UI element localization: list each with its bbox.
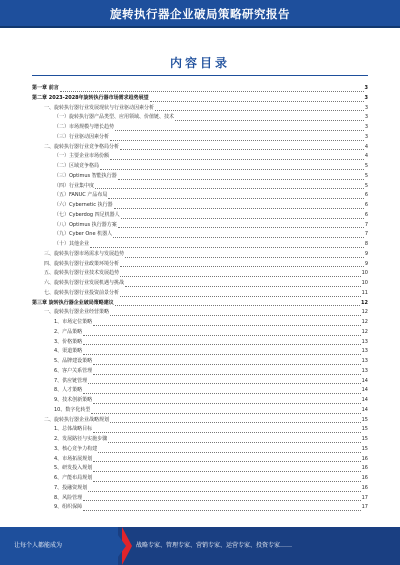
toc-entry-page: 15	[361, 426, 368, 433]
toc-entry[interactable]	[32, 230, 368, 240]
toc-entry-page: 9	[364, 260, 368, 267]
toc-entry-page: 16	[361, 455, 368, 462]
blue-chevron-icon	[112, 527, 126, 565]
toc-leader-dots	[175, 119, 364, 121]
toc-leader-dots	[93, 402, 360, 404]
toc-entry-page: 16	[361, 475, 368, 481]
toc-entry[interactable]	[32, 279, 368, 289]
toc-entry-text: 9、组织保障	[54, 504, 83, 511]
toc-entry[interactable]	[32, 396, 368, 406]
toc-entry-text: 1、总体战略目标	[54, 426, 93, 433]
toc-entry-text: 8、人才策略	[54, 387, 83, 394]
toc-entry-text: 7、投融资规划	[54, 484, 88, 491]
toc-leader-dots	[121, 217, 364, 219]
toc-leader-dots	[93, 480, 360, 482]
toc-entry-text: 第三章 旋转执行器企业破局策略建议	[32, 299, 114, 306]
toc-entry-text: 1、市场定位策略	[54, 319, 93, 325]
toc-entry-text: （一）主要企业市场份额	[54, 153, 110, 160]
toc-entry-text: （七）Cyberdog 四足机器人	[54, 211, 120, 218]
toc-entry-text: 二、旋转执行器企业战略规划	[44, 416, 110, 423]
toc-entry-text: 3、核心竞争力构建	[54, 445, 98, 452]
toc-entry-page: 5	[364, 172, 368, 179]
toc-entry[interactable]	[32, 289, 368, 299]
toc-entry-text: （六）Cybernetic 执行器	[54, 202, 113, 208]
toc-entry[interactable]	[32, 455, 368, 465]
toc-entry-page: 7	[364, 221, 368, 228]
toc-entry-text: 3、价格策略	[54, 338, 83, 345]
toc-entry-page: 10	[361, 280, 368, 286]
toc-entry-text: 9、技术创新策略	[54, 397, 93, 403]
toc-title: 内容目录	[169, 56, 230, 70]
toc-entry[interactable]	[32, 416, 368, 426]
toc-leader-dots	[93, 460, 360, 462]
toc-entry-text: （二）市场规模与增长趋势	[54, 124, 115, 130]
toc-leader-dots	[118, 226, 364, 228]
toc-entry-page: 6	[364, 211, 368, 218]
toc-entry-page: 10	[361, 270, 368, 277]
toc-leader-dots	[108, 197, 363, 199]
toc-divider	[32, 75, 368, 76]
toc-entry[interactable]	[32, 494, 368, 504]
toc-entry[interactable]	[32, 464, 368, 474]
toc-entry-page: 15	[361, 416, 368, 423]
toc-entry-page: 6	[364, 202, 368, 208]
toc-entry-page: 6	[364, 192, 368, 199]
toc-entry[interactable]	[32, 445, 368, 455]
toc-entry[interactable]	[32, 123, 368, 133]
toc-entry[interactable]	[32, 133, 368, 143]
toc-entry-text: （五）FANUC 产品布局	[54, 192, 108, 199]
footer-tags: 战略专家、管理专家、营销专家、运营专家、投资专家……	[136, 542, 293, 549]
toc-leader-dots	[108, 441, 360, 443]
toc-leader-dots	[95, 187, 364, 189]
toc-entry-page: 9	[364, 250, 368, 257]
toc-entry-text: （四）行业集中度	[54, 182, 95, 189]
toc-leader-dots	[93, 431, 360, 433]
toc-entry-text: 二、旋转执行器行业竞争格局分析	[44, 143, 120, 150]
toc-leader-dots	[100, 168, 364, 170]
toc-entry[interactable]	[32, 299, 368, 309]
toc-entry[interactable]	[32, 201, 368, 211]
toc-entry-page: 4	[364, 153, 368, 160]
toc-leader-dots	[120, 295, 361, 297]
toc-entry-text: 5、研发投入规划	[54, 465, 93, 472]
toc-entry-page: 12	[361, 328, 368, 335]
toc-entry[interactable]	[32, 484, 368, 494]
toc-entry[interactable]	[32, 269, 368, 279]
toc-entry[interactable]	[32, 377, 368, 387]
footer-slogan: 让每个人都能成为	[14, 542, 63, 549]
toc-entry[interactable]	[32, 328, 368, 338]
toc-leader-dots	[91, 412, 360, 414]
toc-leader-dots	[115, 304, 360, 306]
toc-entry-text: 10、数字化转型	[54, 406, 91, 413]
toc-entry-page: 12	[361, 299, 368, 306]
toc-entry[interactable]	[32, 338, 368, 348]
toc-entry-text: 五、旋转执行器行业技术发展趋势	[44, 270, 120, 277]
toc-entry-text: 4、市场拓展规划	[54, 455, 93, 462]
toc-entry[interactable]	[32, 152, 368, 162]
toc-leader-dots	[110, 139, 364, 141]
toc-entry[interactable]	[32, 406, 368, 416]
toc-leader-dots	[120, 148, 364, 150]
toc-entry-text: 七、旋转执行器行业投资前景分析	[44, 289, 120, 296]
toc-leader-dots	[120, 265, 364, 267]
toc-entry[interactable]	[32, 474, 368, 484]
toc-leader-dots	[60, 90, 364, 92]
toc-entry[interactable]	[32, 182, 368, 192]
toc-entry-text: （三）行业驱动因素分析	[54, 133, 110, 140]
toc-entry[interactable]	[32, 386, 368, 396]
toc-leader-dots	[98, 451, 360, 453]
toc-entry-page: 17	[361, 494, 368, 501]
toc-entry-text: 7、供应链管理	[54, 377, 88, 384]
toc-entry[interactable]	[32, 113, 368, 123]
toc-leader-dots	[83, 343, 360, 345]
toc-entry-text: 一、旋转执行器行业发展现状与行业驱动因素分析	[44, 104, 155, 111]
report-title: 旋转执行器企业破局策略研究报告	[110, 7, 290, 21]
toc-leader-dots	[83, 499, 360, 501]
toc-entry-text: （二）区域竞争格局	[54, 163, 100, 169]
toc-leader-dots	[88, 382, 360, 384]
toc-entry-page: 14	[361, 406, 368, 413]
toc-entry-page: 16	[361, 465, 368, 472]
toc-entry-page: 16	[361, 484, 368, 491]
toc-entry[interactable]	[32, 357, 368, 367]
toc-entry-page: 15	[361, 436, 368, 442]
toc-entry[interactable]	[32, 221, 368, 231]
toc-leader-dots	[83, 392, 360, 394]
toc-entry-page: 5	[364, 182, 368, 189]
toc-entry[interactable]	[32, 347, 368, 357]
toc-entry-text: 5、品牌建设策略	[54, 358, 93, 364]
toc-leader-dots	[90, 246, 364, 248]
toc-entry-page: 12	[361, 319, 368, 325]
toc-entry-page: 15	[361, 445, 368, 452]
toc-leader-dots	[118, 178, 364, 180]
toc-entry[interactable]	[32, 191, 368, 201]
toc-leader-dots	[88, 490, 360, 492]
toc-entry-text: 6、产能布局规划	[54, 475, 93, 481]
page-footer	[0, 527, 400, 565]
toc-entry-page: 8	[364, 241, 368, 247]
toc-entry-page: 13	[361, 367, 368, 374]
toc-entry-page: 12	[361, 309, 368, 316]
toc-leader-dots	[110, 421, 361, 423]
toc-entry[interactable]	[32, 503, 368, 513]
toc-entry-text: 四、旋转执行器行业政策环境分析	[44, 260, 120, 267]
toc-leader-dots	[83, 353, 360, 355]
toc-entry-text: 第一章 前言	[32, 85, 59, 91]
toc-entry-text: 一、旋转执行器企业经营策略	[44, 309, 110, 316]
toc-entry-text: 4、渠道策略	[54, 348, 83, 355]
toc-leader-dots	[93, 373, 360, 375]
toc-entry-text: （三）Optimus 智能执行器	[54, 172, 117, 179]
toc-entry-page: 14	[361, 397, 368, 403]
toc-leader-dots	[110, 314, 361, 316]
toc-leader-dots	[83, 509, 360, 511]
toc-entry-page: 13	[361, 338, 368, 345]
toc-leader-dots	[93, 363, 360, 365]
toc-leader-dots	[125, 285, 361, 287]
toc-entry-text: （八）Optimus 执行器方案	[54, 221, 117, 228]
toc-entry[interactable]	[32, 162, 368, 172]
toc-leader-dots	[114, 207, 364, 209]
toc-entry-text: 三、旋转执行器市场需求与发展趋势	[44, 250, 125, 257]
toc-entry[interactable]	[32, 318, 368, 328]
toc-entry-page: 14	[361, 387, 368, 394]
toc-entry[interactable]	[32, 425, 368, 435]
toc-entry-text: 2、发展路径与实施步骤	[54, 436, 108, 442]
toc-entry[interactable]	[32, 240, 368, 250]
toc-leader-dots	[83, 334, 360, 336]
toc-entry[interactable]	[32, 250, 368, 260]
toc-entry-text: 六、旋转执行器行业发展机遇与挑战	[44, 280, 125, 286]
toc-leader-dots	[93, 324, 360, 326]
toc-entry-page: 3	[364, 94, 368, 101]
toc-entry-page: 3	[364, 104, 368, 111]
toc-entry[interactable]	[32, 367, 368, 377]
toc-entry[interactable]	[32, 435, 368, 445]
toc-entry-text: （一）旋转执行器产品类型、应用领域、价值链、技术	[54, 114, 175, 121]
toc-leader-dots	[115, 129, 364, 131]
toc-entry[interactable]	[32, 260, 368, 270]
toc-leader-dots	[113, 236, 364, 238]
toc-entry[interactable]	[32, 84, 368, 94]
toc-entry-page: 17	[361, 504, 368, 511]
page-header	[0, 0, 400, 28]
toc-entry[interactable]	[32, 308, 368, 318]
toc-leader-dots	[93, 470, 360, 472]
toc-entry-page: 11	[361, 289, 368, 296]
toc-entry-page: 3	[364, 124, 368, 130]
toc-leader-dots	[125, 256, 364, 258]
toc-entry-page: 13	[361, 348, 368, 355]
toc-entry-page: 4	[364, 143, 368, 150]
toc-entry[interactable]	[32, 172, 368, 182]
toc-entry-text: （十）其他企业	[54, 241, 90, 247]
toc-entry-page: 7	[364, 231, 368, 238]
toc-entry-text: （九）Cyber One 机器人	[54, 231, 113, 238]
toc-entry-page: 14	[361, 377, 368, 384]
toc-entry[interactable]	[32, 104, 368, 114]
toc-entry-page: 13	[361, 358, 368, 364]
table-of-contents	[32, 84, 368, 516]
toc-leader-dots	[155, 109, 364, 111]
toc-entry[interactable]	[32, 211, 368, 221]
toc-leader-dots	[120, 275, 361, 277]
toc-entry-text: 第二章 2023-2028年旋转执行器市场需求趋势展望	[32, 94, 149, 101]
toc-leader-dots	[110, 158, 364, 160]
toc-entry-page: 3	[364, 114, 368, 121]
toc-entry-text: 6、客户关系管理	[54, 367, 93, 374]
toc-leader-dots	[150, 100, 364, 102]
toc-entry[interactable]	[32, 143, 368, 153]
toc-entry-page: 3	[364, 85, 368, 91]
toc-entry-page: 5	[364, 163, 368, 169]
toc-entry-text: 2、产品策略	[54, 328, 83, 335]
toc-entry-page: 3	[364, 133, 368, 140]
toc-entry-text: 8、风险管理	[54, 494, 83, 501]
toc-entry[interactable]	[32, 94, 368, 104]
